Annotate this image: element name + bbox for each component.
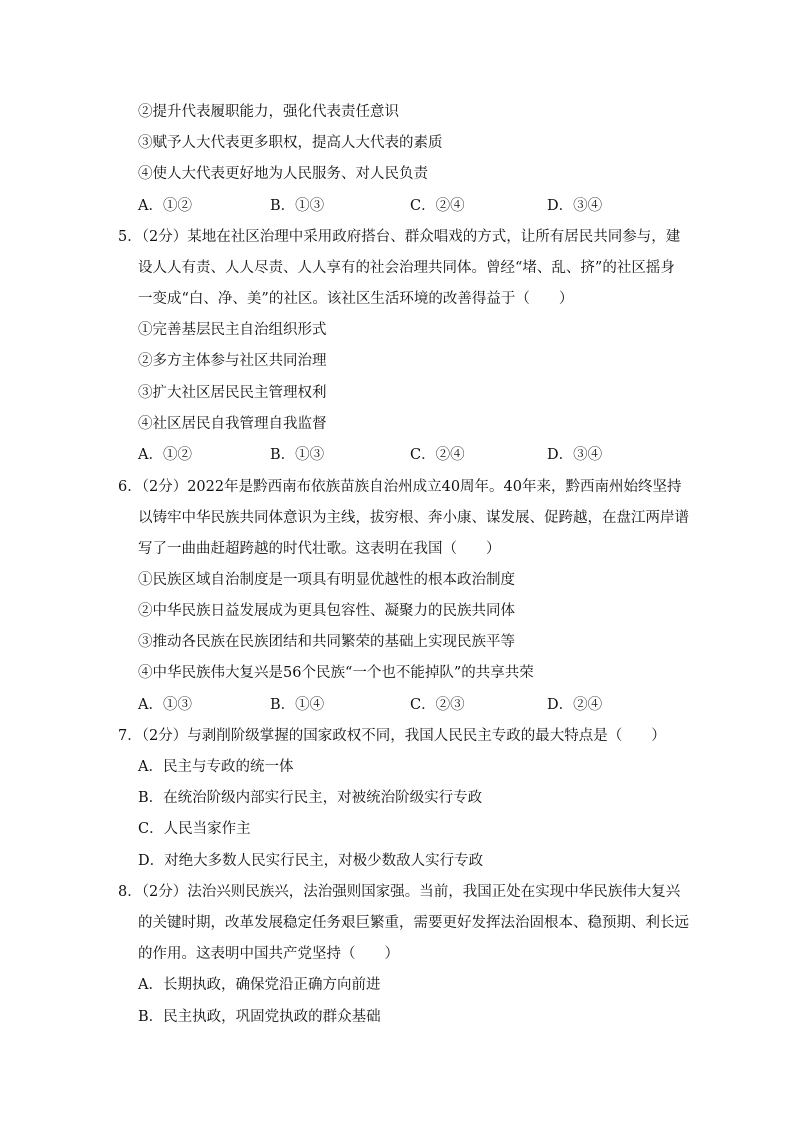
q8-choice-a: A．长期执政，确保党沿正确方向前进 (138, 977, 381, 993)
q6-stem-line-3: 写了一曲曲赶超跨越的时代壮歌。这表明在我国（ ） (138, 541, 501, 557)
q6-stem-line-1: 6．（2分）2022年是黔西南布依族苗族自治州成立40周年。40年来，黔西南州始终坚持 (118, 479, 682, 495)
q6-option-c: C．②③ (410, 697, 465, 713)
q5-item-2: ②多方主体参与社区共同治理 (138, 353, 327, 369)
q7-choice-c: C．人民当家作主 (138, 821, 251, 837)
q5-item-4: ④社区居民自我管理自我监督 (138, 416, 327, 432)
q8-stem-line-1: 8．（2分）法治兴则民族兴，法治强则国家强。当前，我国正处在实现中华民族伟大复兴 (118, 884, 681, 900)
q7-choice-d: D．对绝大多数人民实行民主，对极少数敌人实行专政 (138, 853, 484, 869)
q4-option-a: A．①② (138, 198, 192, 214)
q5-option-c: C．②④ (410, 447, 465, 463)
q5-stem-line-3: 一变成“白、净、美”的社区。该社区生活环境的改善得益于（ ） (138, 291, 574, 307)
q4-option-c: C．②④ (410, 198, 465, 214)
q8-stem-line-3: 的作用。这表明中国共产党坚持（ ） (138, 946, 399, 962)
q6-item-3: ③推动各民族在民族团结和共同繁荣的基础上实现民族平等 (138, 634, 515, 650)
q6-option-d: D．②④ (547, 697, 603, 713)
q6-stem-line-2: 以铸牢中华民族共同体意识为主线，拔穷根、奔小康、谋发展、促跨越，在盘江两岸谱 (138, 510, 689, 526)
q5-option-b: B．①③ (270, 447, 325, 463)
q7-choice-a: A．民主与专政的统一体 (138, 759, 294, 775)
q4-option-b: B．①③ (270, 198, 325, 214)
q8-stem-line-2: 的关键时期，改革发展稳定任务艰巨繁重，需要更好发挥法治固根本、稳预期、利长远 (138, 915, 689, 931)
q4-option-d: D．③④ (547, 198, 603, 214)
q6-item-4: ④中华民族伟大复兴是56个民族“一个也不能掉队”的共享共荣 (138, 665, 534, 681)
q8-choice-b: B．民主执政，巩固党执政的群众基础 (138, 1009, 381, 1025)
q5-stem-line-2: 设人人有责、人人尽责、人人享有的社会治理共同体。曾经“堵、乱、挤”的社区摇身 (138, 260, 675, 276)
q4-item-4: ④使人大代表更好地为人民服务、对人民负责 (138, 166, 428, 182)
q4-item-3: ③赋予人大代表更多职权，提高人大代表的素质 (138, 135, 443, 151)
q6-option-a: A．①③ (138, 697, 192, 713)
q5-stem-line-1: 5．（2分）某地在社区治理中采用政府搭台、群众唱戏的方式，让所有居民共同参与，建 (118, 229, 681, 245)
q5-option-a: A．①② (138, 447, 192, 463)
q6-option-b: B．①④ (270, 697, 325, 713)
q5-option-d: D．③④ (547, 447, 603, 463)
q6-item-1: ①民族区域自治制度是一项具有明显优越性的根本政治制度 (138, 572, 515, 588)
q4-item-2: ②提升代表履职能力，强化代表责任意识 (138, 104, 399, 120)
q5-item-1: ①完善基层民主自治组织形式 (138, 322, 327, 338)
q7-choice-b: B．在统治阶级内部实行民主，对被统治阶级实行专政 (138, 790, 483, 806)
q5-item-3: ③扩大社区居民民主管理权利 (138, 385, 327, 401)
q6-item-2: ②中华民族日益发展成为更具包容性、凝聚力的民族共同体 (138, 603, 515, 619)
q7-stem-line-1: 7．（2分）与剥削阶级掌握的国家政权不同，我国人民民主专政的最大特点是（ ） (118, 728, 666, 744)
